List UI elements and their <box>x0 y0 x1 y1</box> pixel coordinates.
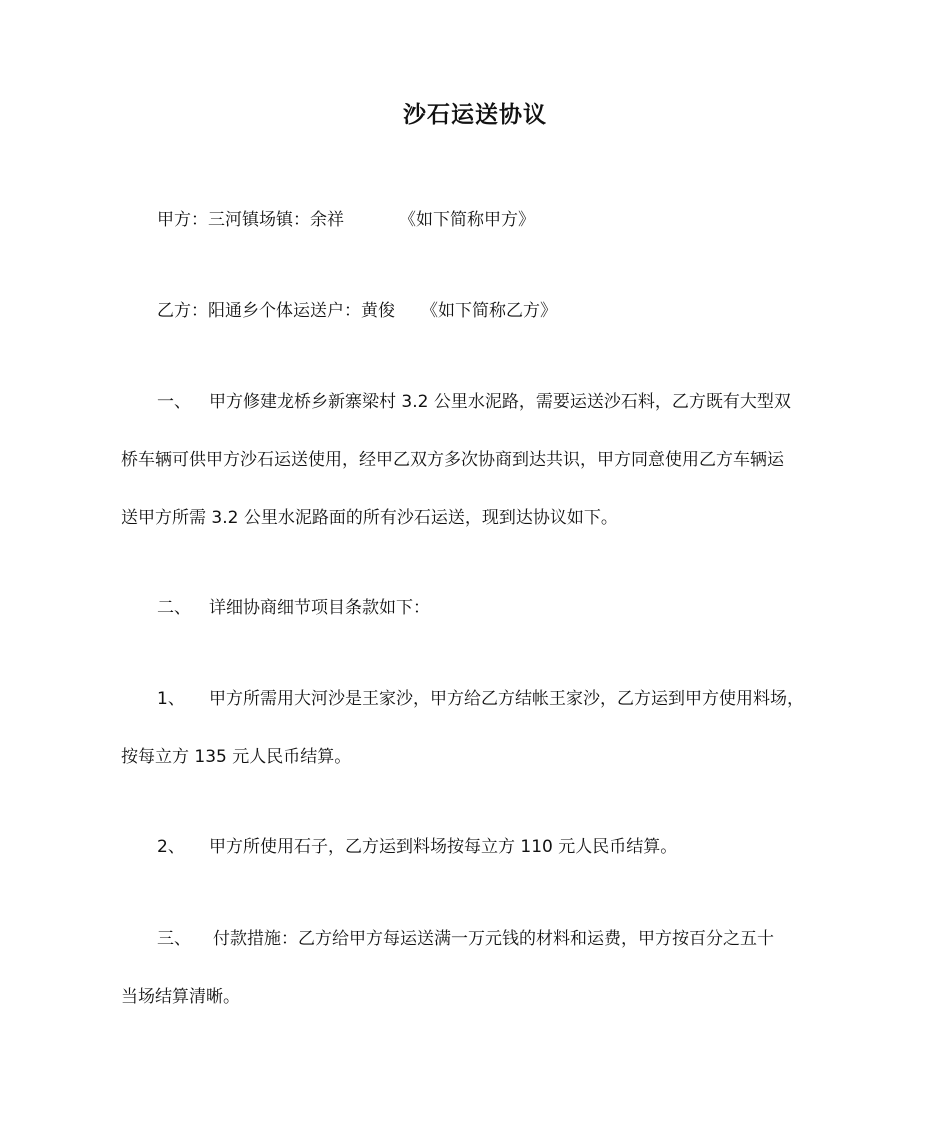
section-2-line <box>157 596 430 620</box>
section-3-number: 三、 <box>157 929 191 949</box>
section-1-line-1 <box>157 390 791 414</box>
party-a-line <box>157 208 535 232</box>
section-2-number: 二、 <box>157 598 191 618</box>
section-1-number: 一、 <box>157 392 191 412</box>
section-1-text-1: 甲方修建龙桥乡新寨梁村 3.2 公里水泥路，需要运送沙石料，乙方既有大型双 <box>209 392 791 412</box>
party-a-alias: 《如下简称甲方》 <box>399 210 535 230</box>
section-3-text-1: 付款措施：乙方给甲方每运送满一万元钱的材料和运费，甲方按百分之五十 <box>213 929 774 949</box>
section-1-line-3: 送甲方所需 3.2 公里水泥路面的所有沙石运送，现到达协议如下。 <box>121 508 618 528</box>
party-a-label: 甲方：三河镇场镇：余祥 <box>157 210 344 230</box>
section-3-line-2: 当场结算清晰。 <box>121 987 240 1007</box>
item-2-number: 2、 <box>157 837 185 857</box>
party-b-label: 乙方：阳通乡个体运送户：黄俊 <box>157 301 395 321</box>
item-1-number: 1、 <box>157 689 185 709</box>
item-1-text-1: 甲方所需用大河沙是王家沙，甲方给乙方结帐王家沙，乙方运到甲方使用料场， <box>209 689 804 709</box>
item-2-text: 甲方所使用石子，乙方运到料场按每立方 110 元人民币结算。 <box>209 837 678 857</box>
section-3-line-1 <box>157 927 774 951</box>
party-b-alias: 《如下简称乙方》 <box>421 301 557 321</box>
document-title: 沙石运送协议 <box>403 102 547 128</box>
party-b-line <box>157 299 557 323</box>
section-2-text: 详细协商细节项目条款如下： <box>209 598 430 618</box>
item-2-line <box>157 835 677 859</box>
item-1-line-1 <box>157 687 804 711</box>
section-1-line-2: 桥车辆可供甲方沙石运送使用，经甲乙双方多次协商到达共识，甲方同意使用乙方车辆运 <box>121 450 784 470</box>
item-1-line-2: 按每立方 135 元人民币结算。 <box>121 747 352 767</box>
